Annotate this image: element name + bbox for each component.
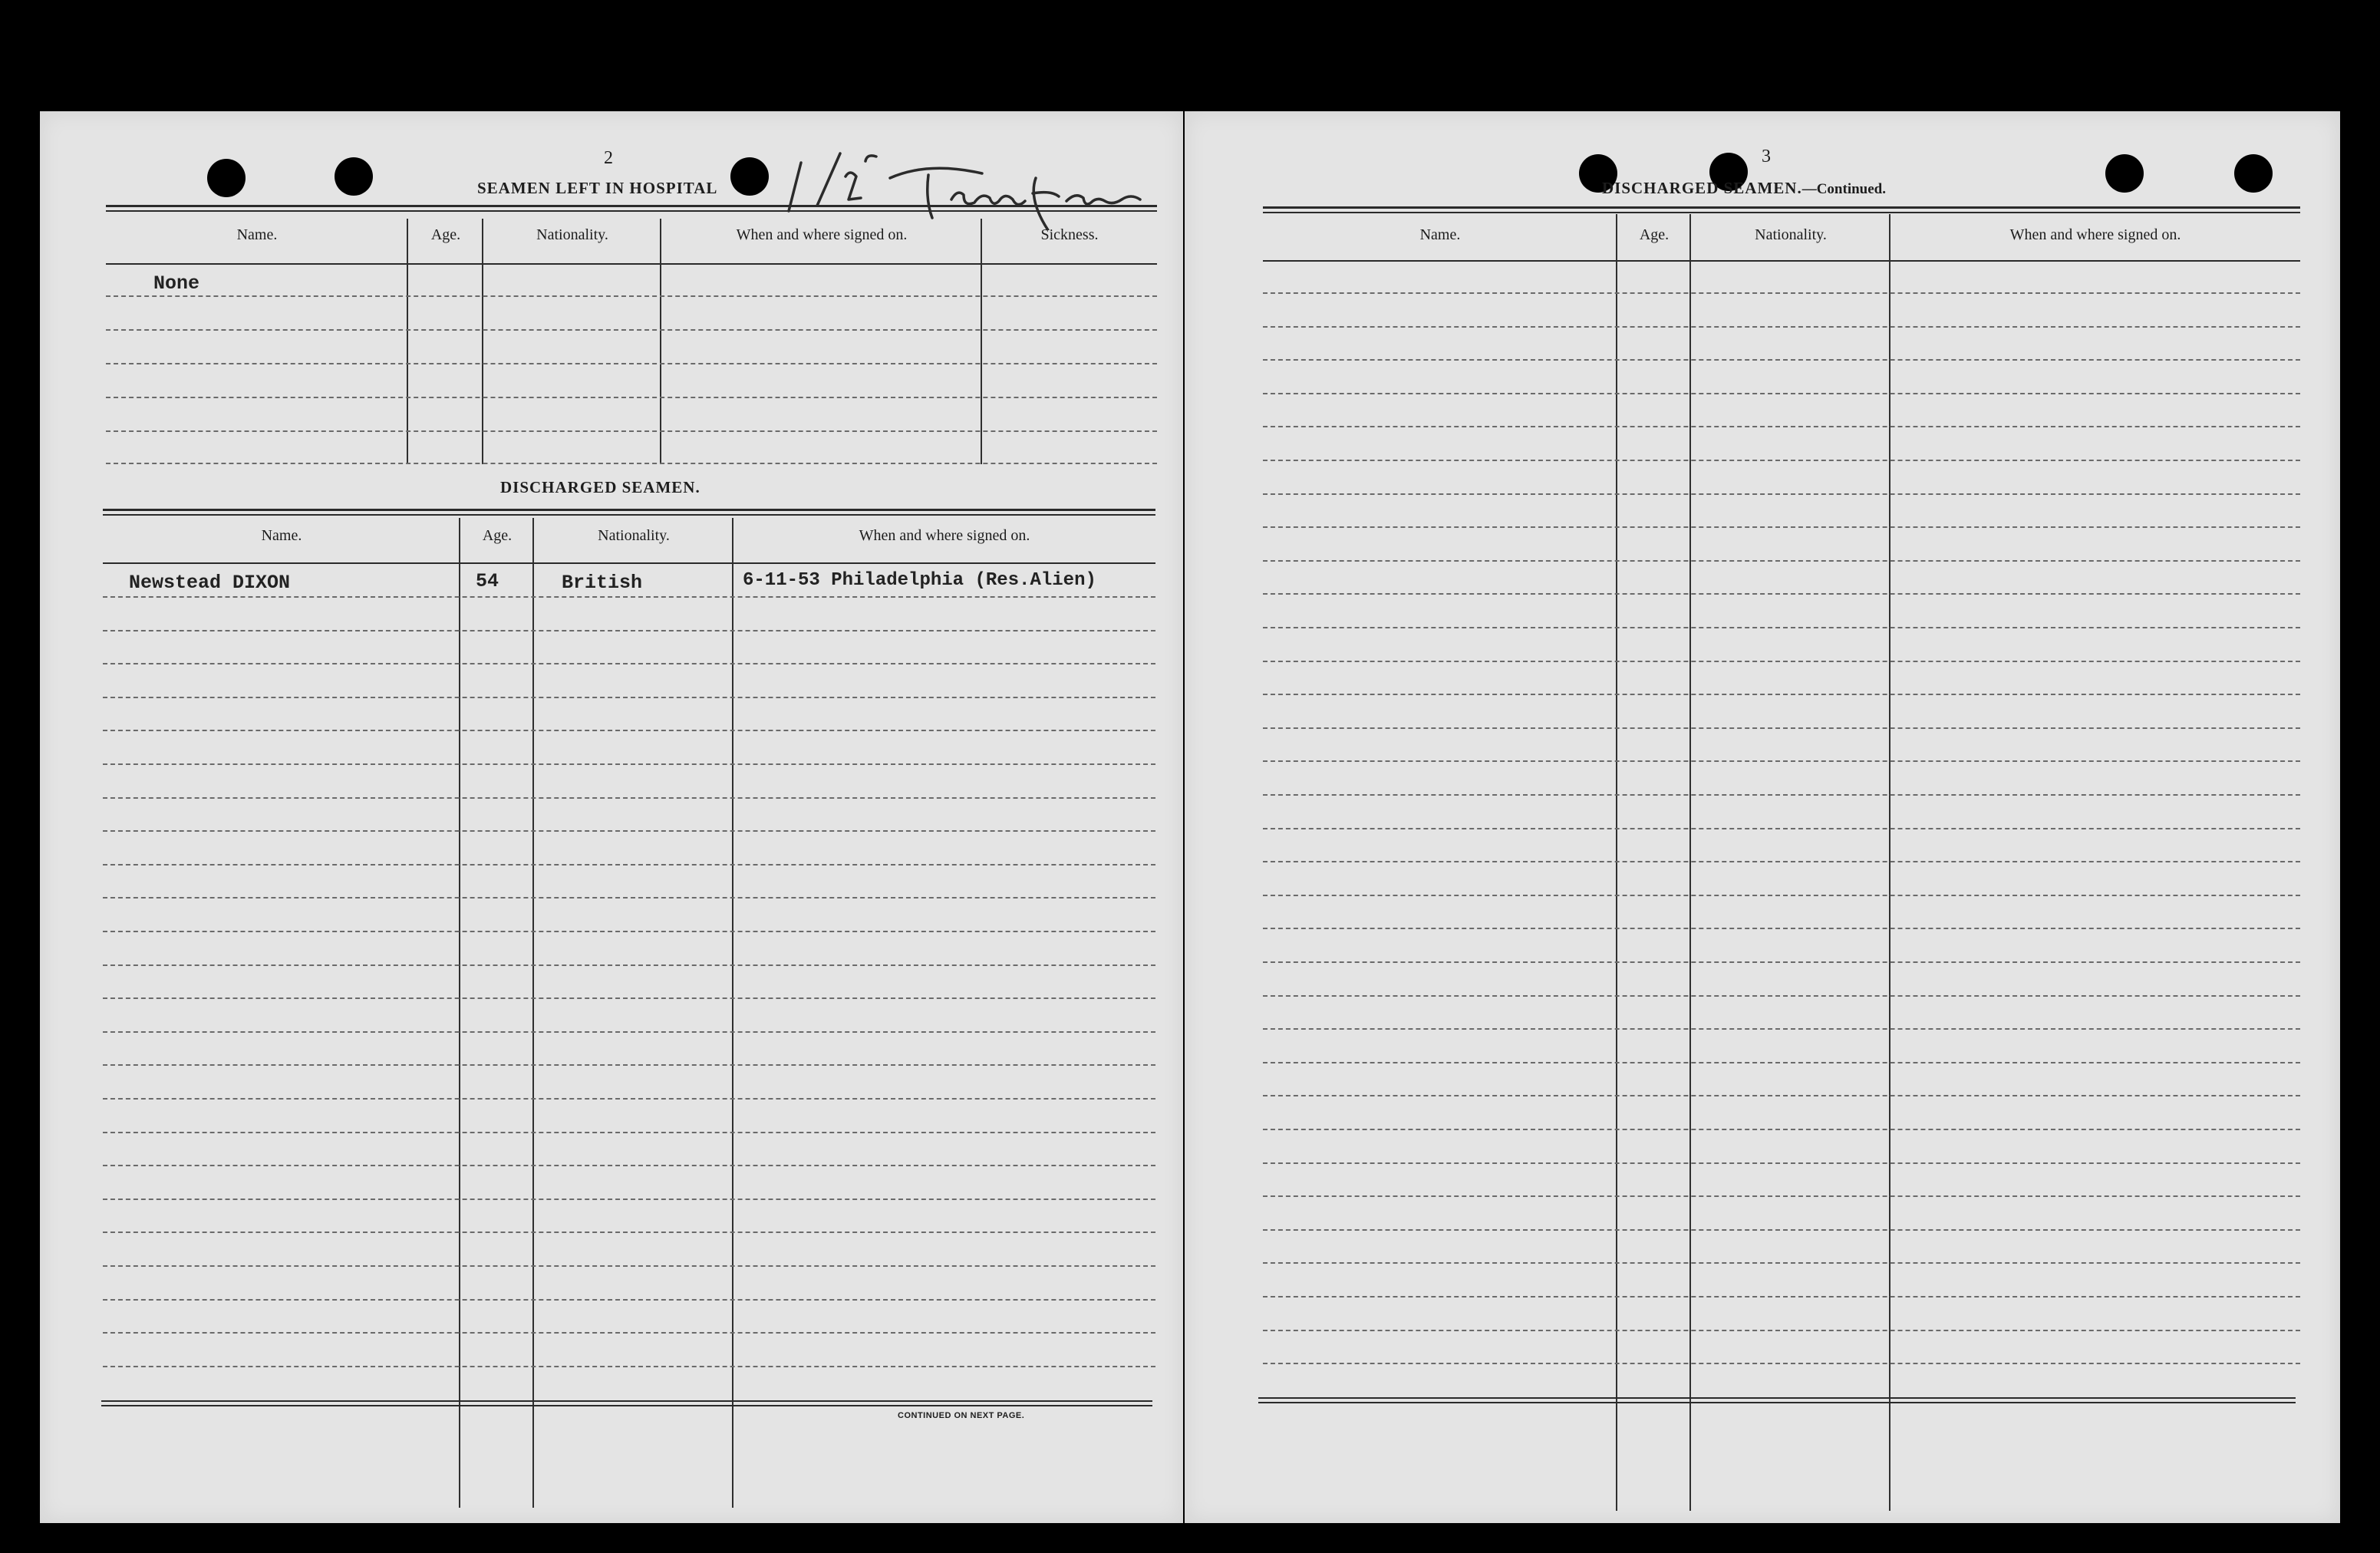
table-bottom-rule	[101, 1405, 1152, 1406]
table-row-line	[1263, 1028, 2300, 1030]
punch-hole	[2234, 154, 2273, 193]
table-row-line	[1263, 694, 2300, 695]
table-top-rule	[103, 514, 1155, 516]
table-row-line	[1263, 460, 2300, 461]
column-header-age: Age.	[1639, 226, 1670, 243]
table-row-line	[103, 864, 1155, 866]
column-divider	[459, 518, 460, 1508]
table-row-line	[1263, 995, 2300, 997]
page-number: 2	[604, 148, 613, 168]
table-row-line	[1263, 393, 2300, 394]
table-bottom-rule	[1258, 1397, 2296, 1399]
discharged-entry-name: Newstead DIXON	[129, 572, 291, 594]
table-row-line	[106, 363, 1157, 364]
punch-hole	[207, 159, 246, 197]
column-header-signed-on: When and where signed on.	[736, 226, 908, 243]
table-row-line	[103, 797, 1155, 799]
table-row-line	[103, 697, 1155, 698]
header-rule	[106, 263, 1157, 265]
table-top-rule	[1263, 206, 2300, 209]
table-row-line	[1263, 1095, 2300, 1096]
table-row-line	[103, 964, 1155, 966]
table-row-line	[1263, 1363, 2300, 1364]
table-top-rule	[103, 509, 1155, 511]
discharged-section-title: DISCHARGED SEAMEN.	[500, 478, 700, 496]
table-row-line	[1263, 1296, 2300, 1297]
table-row-line	[103, 1299, 1155, 1301]
handwritten-annotation	[775, 146, 1189, 230]
table-row-line	[1263, 895, 2300, 896]
table-row-line	[103, 931, 1155, 932]
table-row-line	[103, 897, 1155, 898]
header-rule	[103, 562, 1155, 564]
column-divider	[732, 518, 733, 1508]
right-page	[1185, 111, 2340, 1523]
table-row-line	[103, 1031, 1155, 1033]
table-row-line	[1263, 828, 2300, 829]
continued-note: CONTINUED ON NEXT PAGE.	[898, 1411, 1025, 1420]
table-row-line	[1263, 493, 2300, 495]
page-number: 3	[1762, 147, 1771, 167]
table-row-line	[1263, 661, 2300, 662]
table-row-line	[103, 596, 1155, 598]
table-row-line	[106, 430, 1157, 432]
table-row-line	[1263, 1195, 2300, 1197]
table-row-line	[1263, 560, 2300, 562]
table-bottom-rule	[101, 1400, 1152, 1402]
table-row-line	[103, 1064, 1155, 1066]
table-bottom-rule	[1258, 1402, 2296, 1403]
column-header-nationality: Nationality.	[536, 226, 608, 243]
table-row-line	[103, 1332, 1155, 1334]
table-row-line	[103, 997, 1155, 999]
header-rule	[1263, 260, 2300, 262]
table-row-line	[103, 763, 1155, 765]
column-header-nationality: Nationality.	[598, 527, 670, 544]
column-header-name: Name.	[1419, 226, 1461, 243]
title-suffix: —Continued.	[1801, 181, 1886, 197]
table-row-line	[1263, 526, 2300, 528]
column-divider	[532, 518, 534, 1508]
left-page	[40, 111, 1183, 1523]
table-row-line	[1263, 1162, 2300, 1164]
hospital-section-title: SEAMEN LEFT IN HOSPITAL	[477, 179, 718, 197]
punch-hole	[335, 157, 373, 196]
table-row-line	[1263, 426, 2300, 427]
column-header-age: Age.	[430, 226, 461, 243]
table-row-line	[1263, 1129, 2300, 1130]
column-header-sickness: Sickness.	[1040, 226, 1099, 243]
table-row-line	[103, 1098, 1155, 1100]
table-row-line	[106, 463, 1157, 464]
column-header-name: Name.	[236, 226, 278, 243]
table-row-line	[103, 730, 1155, 731]
table-row-line	[103, 1232, 1155, 1233]
table-row-line	[103, 830, 1155, 832]
table-row-line	[106, 397, 1157, 398]
table-row-line	[103, 663, 1155, 664]
hospital-entry-name: None	[153, 272, 200, 295]
table-row-line	[103, 1165, 1155, 1166]
table-row-line	[1263, 359, 2300, 361]
table-row-line	[1263, 794, 2300, 796]
table-row-line	[103, 1132, 1155, 1133]
column-header-signed-on: When and where signed on.	[2009, 226, 2181, 243]
table-row-line	[1263, 593, 2300, 595]
column-header-age: Age.	[482, 527, 513, 544]
table-row-line	[1263, 1062, 2300, 1063]
table-top-rule	[1263, 212, 2300, 213]
table-row-line	[1263, 727, 2300, 729]
table-row-line	[1263, 292, 2300, 294]
discharged-continued-title	[1602, 179, 1886, 198]
column-divider	[660, 219, 661, 464]
table-row-line	[1263, 961, 2300, 963]
punch-hole	[2105, 154, 2144, 193]
title-text: DISCHARGED SEAMEN.	[1602, 179, 1802, 197]
table-row-line	[103, 1366, 1155, 1367]
table-row-line	[1263, 1229, 2300, 1231]
table-row-line	[1263, 928, 2300, 929]
table-row-line	[106, 329, 1157, 331]
column-divider	[981, 219, 982, 464]
column-divider	[482, 219, 483, 464]
table-row-line	[103, 1199, 1155, 1200]
table-row-line	[103, 1265, 1155, 1267]
table-row-line	[1263, 1262, 2300, 1264]
discharged-entry-age: 54	[476, 570, 499, 592]
table-row-line	[1263, 1330, 2300, 1331]
column-header-nationality: Nationality.	[1755, 226, 1827, 243]
table-row-line	[1263, 627, 2300, 628]
column-divider	[407, 219, 408, 464]
column-header-name: Name.	[261, 527, 302, 544]
table-row-line	[1263, 760, 2300, 762]
punch-hole	[730, 157, 769, 196]
table-row-line	[1263, 326, 2300, 328]
table-row-line	[103, 630, 1155, 631]
table-row-line	[106, 295, 1157, 297]
table-row-line	[1263, 861, 2300, 862]
column-header-signed-on: When and where signed on.	[859, 527, 1030, 544]
discharged-entry-nationality: British	[562, 572, 643, 594]
discharged-entry-signed-on: 6-11-53 Philadelphia (Res.Alien)	[743, 570, 1096, 591]
